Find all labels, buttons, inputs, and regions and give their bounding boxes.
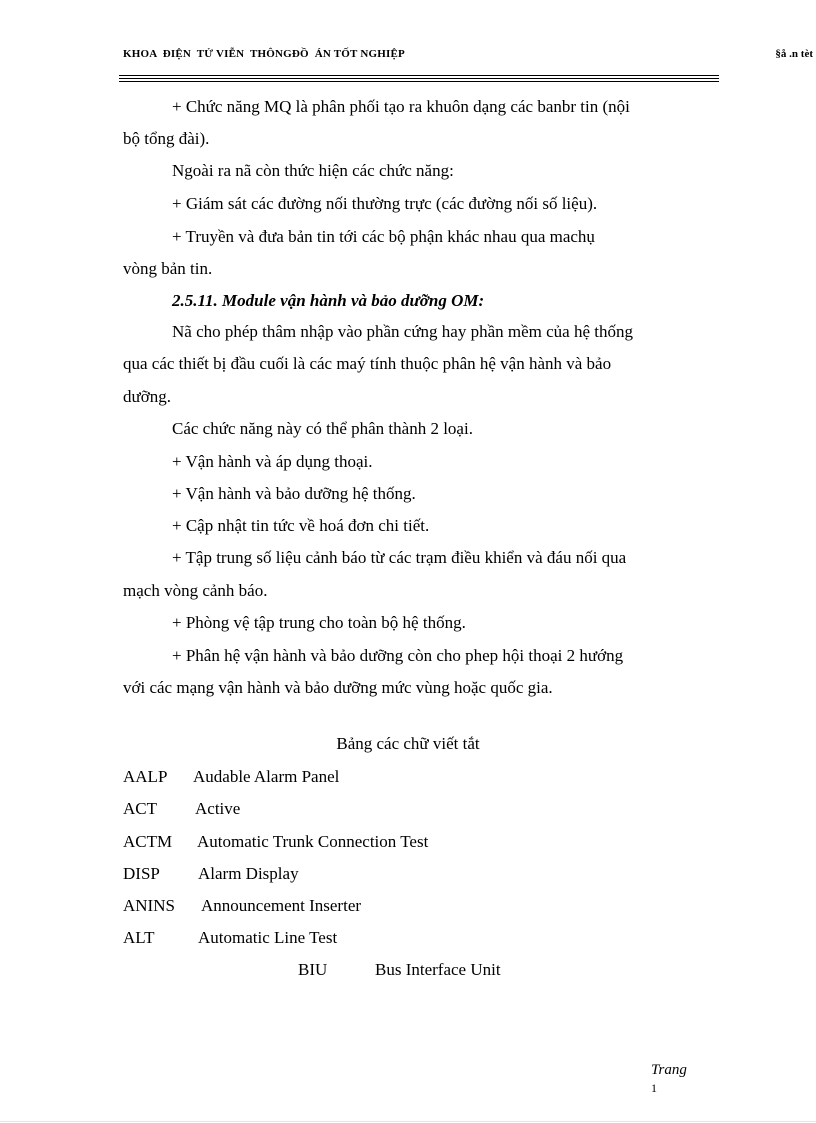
body-paragraph: + Giám sát các đường nối thường trực (các đường nối số liệu). (172, 194, 598, 213)
body-paragraph: Nã cho phép thâm nhập vào phần cứng hay phần mềm của hệ thống (172, 322, 633, 341)
page-number: 1 (651, 1081, 657, 1095)
body-paragraph: + Vận hành và áp dụng thoại. (172, 452, 373, 471)
abbreviation-row (123, 799, 240, 819)
header-rule-top (119, 75, 719, 76)
body-paragraph: Ngoài ra nã còn thức hiện các chức năng: (172, 161, 454, 180)
abbreviation-row (298, 960, 501, 980)
abbreviation-description: Active (195, 799, 241, 818)
abbreviation-description: Automatic Trunk Connection Test (197, 832, 429, 851)
abbreviation-description: Announcement Inserter (201, 896, 362, 915)
abbreviation-row (123, 767, 339, 787)
abbreviation-description: Audable Alarm Panel (193, 767, 340, 786)
body-paragraph-continuation: bộ tổng đài). (123, 129, 210, 148)
abbreviation-code: AALP (123, 767, 168, 786)
abbreviation-description: Alarm Display (198, 864, 299, 883)
body-paragraph: + Tập trung số liệu cảnh báo từ các trạm điều khiển và đáu nối qua (172, 548, 627, 567)
header-rule-middle (119, 78, 719, 79)
header-right-text: §å .n tèt (775, 48, 813, 60)
header-rule-bottom (119, 81, 719, 82)
body-paragraph: + Phòng vệ tập trung cho toàn bộ hệ thống. (172, 613, 466, 632)
abbreviation-code: ACTM (123, 832, 173, 851)
abbreviation-code: BIU (298, 960, 328, 979)
body-paragraph-continuation: qua các thiết bị đầu cuối là các maý tính thuộc phân hệ vận hành và bảo (123, 354, 612, 373)
abbreviation-description: Automatic Line Test (198, 928, 338, 947)
body-paragraph-continuation: với các mạng vận hành và bảo dưỡng mức vùng hoặc quốc gia. (123, 678, 553, 697)
abbreviation-description: Bus Interface Unit (375, 960, 501, 979)
abbreviation-code: ALT (123, 928, 155, 947)
abbreviation-code: ANINS (123, 896, 175, 915)
abbreviation-code: DISP (123, 864, 160, 883)
body-paragraph: + Chức năng MQ là phân phối tạo ra khuôn dạng các banbr tin (nội (172, 97, 630, 116)
page-bottom-edge (0, 1121, 816, 1122)
body-paragraph: + Phân hệ vận hành và bảo dưỡng còn cho phep hội thoại 2 hướng (172, 646, 624, 665)
abbreviation-row (123, 896, 361, 916)
body-paragraph-continuation: vòng bản tin. (123, 259, 213, 278)
abbreviation-table-title: Bảng các chữ viết tắt (336, 734, 480, 753)
body-paragraph-continuation: dưỡng. (123, 387, 171, 406)
section-heading: 2.5.11. Module vận hành và bảo dưỡng OM: (172, 291, 485, 310)
abbreviation-code: ACT (123, 799, 157, 818)
body-paragraph: Các chức năng này có thể phân thành 2 loại. (172, 419, 473, 438)
abbreviation-row (123, 928, 337, 948)
abbreviation-row (123, 832, 428, 852)
page-header (123, 48, 813, 68)
header-faculty-title: KHOA ĐIỆN TỬ VIỄN THÔNGĐỒ ÁN TỐT NGHIỆP (123, 48, 405, 60)
body-paragraph: + Truyền và đưa bản tin tới các bộ phận khác nhau qua machụ (172, 227, 595, 246)
page-footer-label: Trang (651, 1062, 687, 1078)
body-paragraph: + Cập nhật tin tức về hoá đơn chi tiết. (172, 516, 430, 535)
body-paragraph: + Vận hành và bảo dưỡng hệ thống. (172, 484, 416, 503)
abbreviation-row (123, 864, 299, 884)
body-paragraph-continuation: mạch vòng cảnh báo. (123, 581, 268, 600)
